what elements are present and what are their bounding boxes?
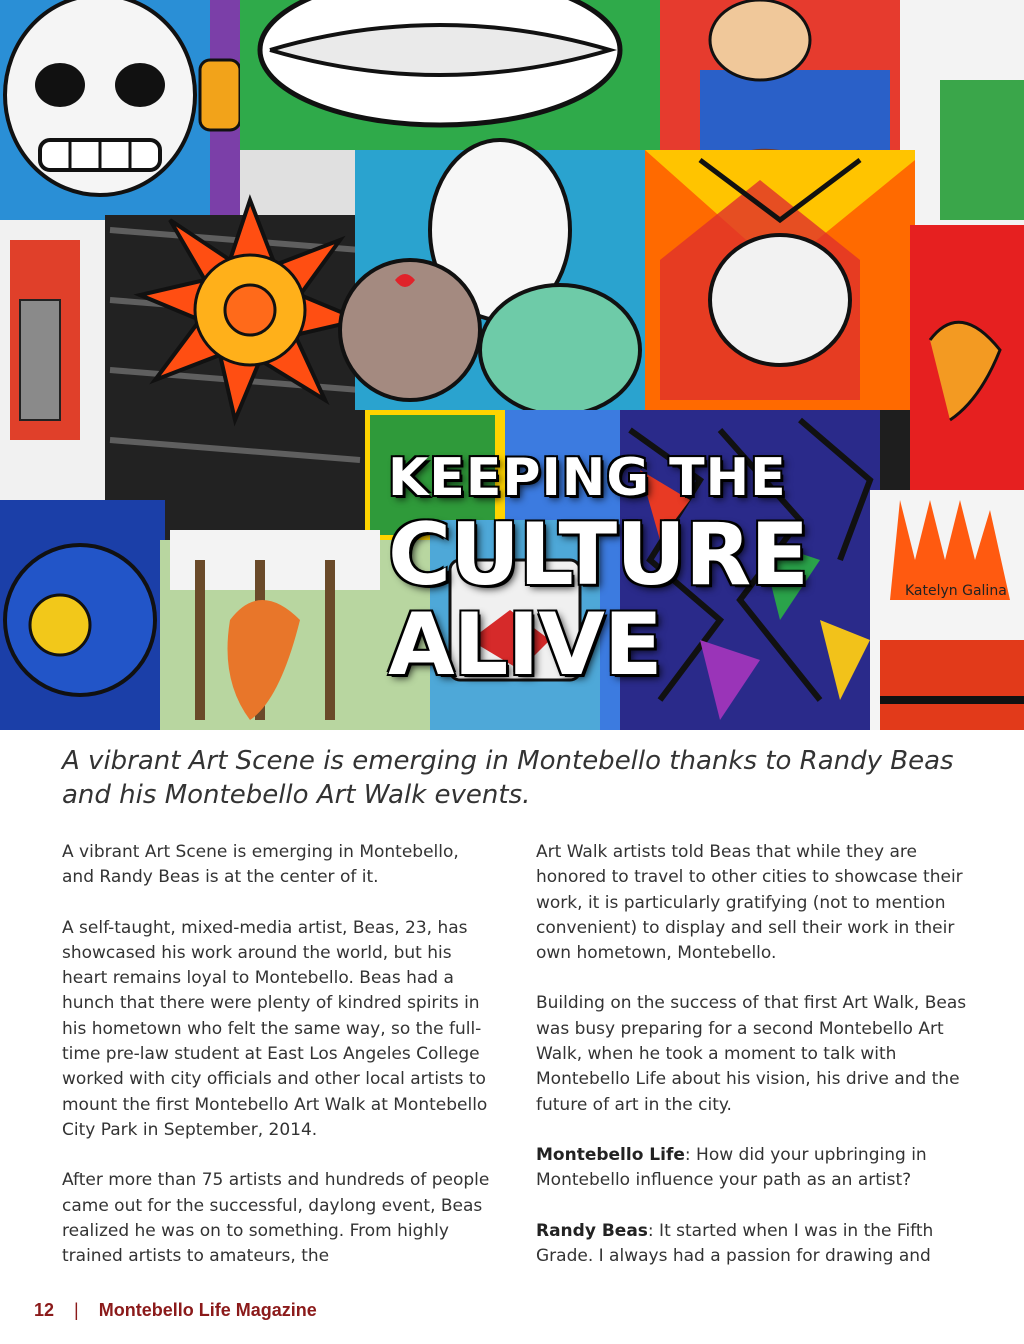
qa-text: : How did your upbringing in Montebello influence your path as an artist?: [536, 1144, 927, 1191]
subtitle-line-2: and his Montebello Art Walk events.: [62, 780, 531, 810]
paragraph: A self-taught, mixed-media artist, Beas, 23, has showcased his work around the world, but his heart remains loyal to Montebello. Beas had a hunch that there were plenty of kindred spirits in his hometown who felt the same way, so the full-time pre-law student at East Los Angeles College worked with city officials and other local artists to mount the first Montebello Art Walk at Montebello City Park in September, 2014.: [62, 917, 488, 1140]
qa-text: : It started when I was in the Fifth Grade. I always had a passion for drawing and: [536, 1220, 934, 1266]
qa-answer: [536, 1219, 976, 1270]
article-subtitle: [62, 744, 982, 812]
paragraph: After more than 75 artists and hundreds of people came out for the successful, daylong event, Beas realized he was on to something. From highly trained artists to amateurs, the: [62, 1170, 490, 1267]
qa-speaker: Montebello Life: [536, 1144, 685, 1165]
article-title: [388, 448, 948, 695]
page-number: 12: [34, 1300, 55, 1320]
title-line-1: KEEPING THE: [388, 448, 787, 508]
title-line-2: CULTURE: [388, 505, 808, 605]
footer-separator: |: [74, 1300, 79, 1320]
paragraph: Building on the success of that first Art Walk, Beas was busy preparing for a second Montebello Art Walk, when he took a moment to talk with Montebello Life about his vision, his drive and the future of art in the city.: [536, 993, 967, 1115]
paragraph: Art Walk artists told Beas that while they are honored to travel to other cities to showcase their work, it is particularly gratifying (not to mention convenient) to display and sell their work in their own hometown, Montebello.: [536, 842, 963, 964]
paragraph: A vibrant Art Scene is emerging in Montebello, and Randy Beas is at the center of it.: [62, 842, 459, 888]
qa-speaker: Randy Beas: [536, 1220, 648, 1241]
subtitle-line-1: A vibrant Art Scene is emerging in Montebello thanks to Randy Beas: [62, 746, 954, 776]
article-column-left: [62, 840, 492, 1294]
publication-name: Montebello Life Magazine: [98, 1300, 317, 1320]
article-column-right: [536, 840, 976, 1294]
page-footer: [34, 1300, 317, 1321]
artwork-signature: Katelyn Galina: [905, 583, 1007, 599]
qa-question: [536, 1143, 976, 1194]
title-line-3: ALIVE: [388, 595, 662, 695]
